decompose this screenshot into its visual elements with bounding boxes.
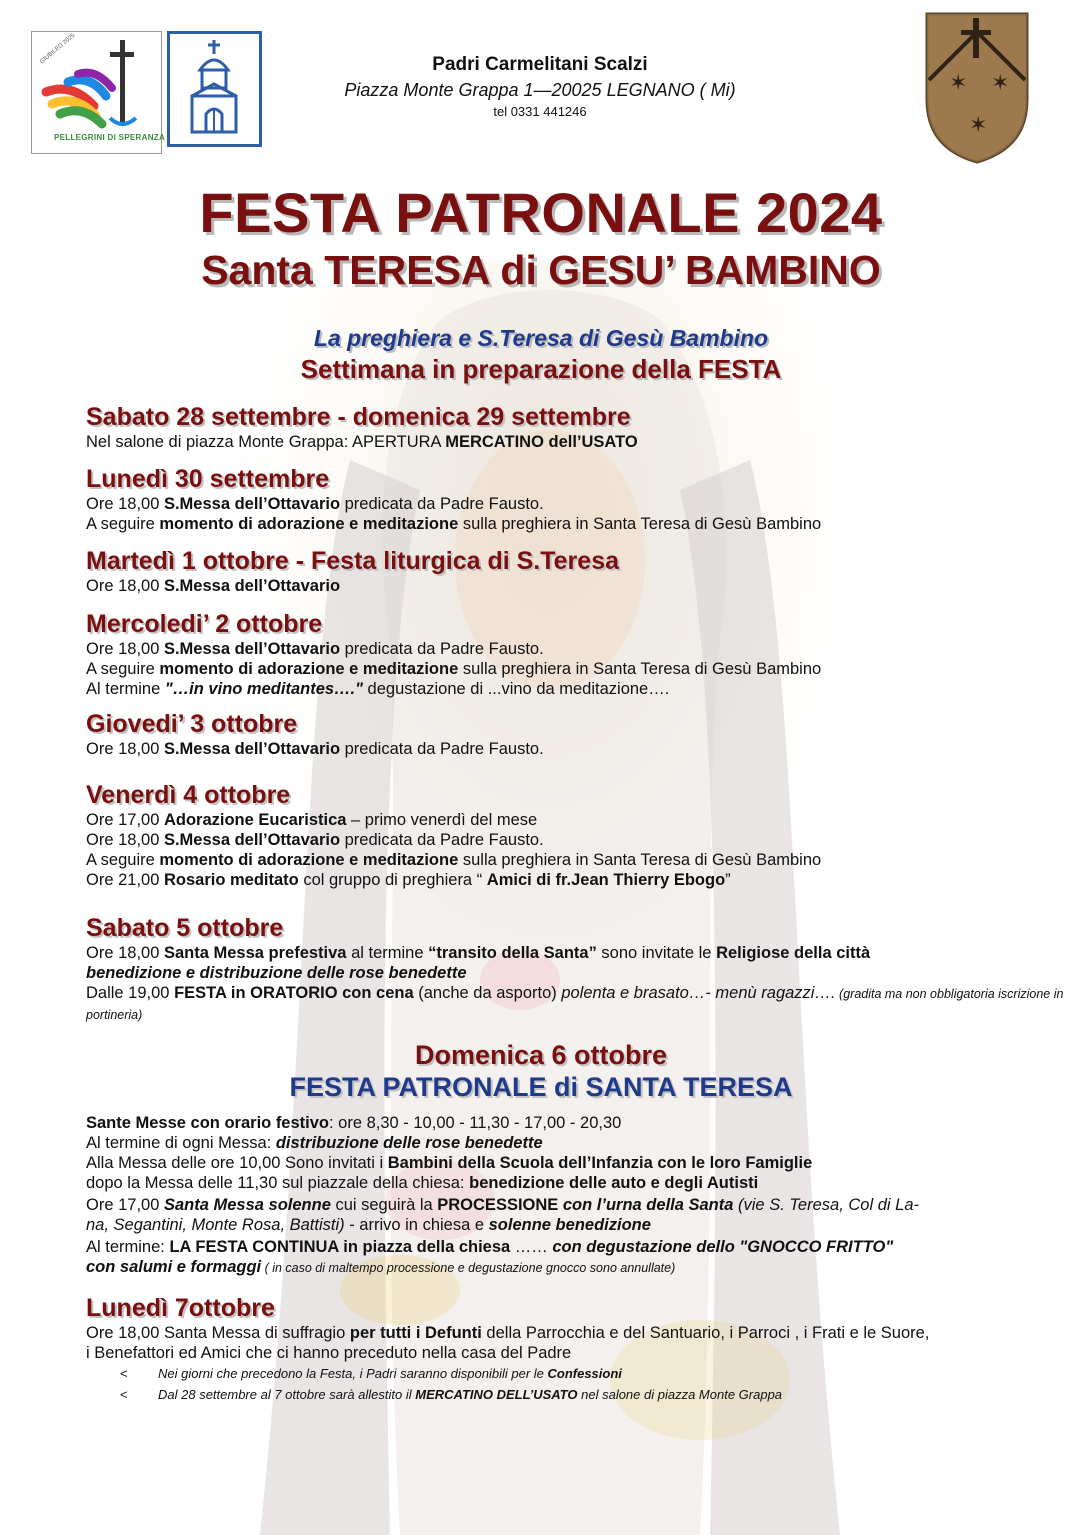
day-block-sat5 bbox=[86, 913, 1066, 1025]
day-block-wed2 bbox=[86, 609, 1066, 699]
event-line: A seguire momento di adorazione e meditazione sulla preghiera in Santa Teresa di Gesù Bambino bbox=[86, 660, 822, 678]
event-line: Al termine "…in vino meditantes…." degustazione di ...vino da meditazione…. bbox=[86, 680, 670, 698]
event-line: Ore 18,00 Santa Messa prefestiva al termine “transito della Santa” sono invitate le Religiose della città bbox=[86, 944, 871, 962]
page-title: FESTA PATRONALE 2024 bbox=[199, 181, 883, 244]
day-block-mon30 bbox=[86, 464, 1066, 534]
event-line: con salumi e formaggi ( in caso di maltempo processione e degustazione gnocco sono annullate) bbox=[86, 1258, 676, 1276]
org-address: Piazza Monte Grappa 1—20025 LEGNANO ( Mi) bbox=[344, 80, 736, 100]
day-block-thu3 bbox=[86, 709, 1066, 759]
day-block-mon7 bbox=[86, 1293, 1066, 1363]
day-title: Martedì 1 ottobre - Festa liturgica di S.Teresa bbox=[86, 547, 619, 575]
sunday-subtitle: FESTA PATRONALE di SANTA TERESA bbox=[289, 1072, 793, 1102]
church-logo bbox=[167, 31, 262, 147]
day-title: Sabato 28 settembre - domenica 29 settembre bbox=[86, 403, 631, 431]
event-line: i Benefattori ed Amici che ci hanno preceduto nella casa del Padre bbox=[86, 1344, 572, 1362]
sunday-title: Domenica 6 ottobre bbox=[414, 1040, 668, 1070]
day-title: Venerdì 4 ottobre bbox=[86, 781, 291, 809]
day-title: Lunedì 7ottobre bbox=[86, 1294, 275, 1322]
event-line: Ore 18,00 S.Messa dell’Ottavario predicata da Padre Fausto. bbox=[86, 640, 544, 658]
notes-list bbox=[120, 1363, 1020, 1405]
event-line: Ore 18,00 S.Messa dell’Ottavario bbox=[86, 577, 341, 595]
event-line: Ore 21,00 Rosario meditato col gruppo di preghiera “ Amici di fr.Jean Thierry Ebogo” bbox=[86, 871, 731, 889]
day-title: Giovedi’ 3 ottobre bbox=[86, 710, 298, 738]
event-line: Ore 18,00 S.Messa dell’Ottavario predicata da Padre Fausto. bbox=[86, 831, 544, 849]
event-line: A seguire momento di adorazione e meditazione sulla preghiera in Santa Teresa di Gesù Bambino bbox=[86, 515, 822, 533]
day-block-sat28 bbox=[86, 402, 1066, 452]
day-title: Lunedì 30 settembre bbox=[86, 465, 330, 493]
note-bullet-icon: < bbox=[120, 1387, 128, 1402]
event-line: Al termine di ogni Messa: distribuzione delle rose benedette bbox=[86, 1134, 543, 1152]
note-item: < Dal 28 settembre al 7 ottobre sarà allestito il MERCATINO DELL’USATO nel salone di piazza Monte Grappa bbox=[120, 1384, 1020, 1405]
event-line: Sante Messe con orario festivo: ore 8,30 - 10,00 - 11,30 - 17,00 - 20,30 bbox=[86, 1114, 622, 1132]
jubilee-bottom-text: PELLEGRINI DI SPERANZA bbox=[54, 133, 166, 142]
prep-week-heading: Settimana in preparazione della FESTA bbox=[300, 354, 782, 384]
event-line: Ore 17,00 Santa Messa solenne cui seguirà la PROCESSIONE con l’urna della Santa (vie S. Teresa, Col di La- bbox=[86, 1196, 919, 1214]
event-line: benedizione e distribuzione delle rose benedette bbox=[86, 964, 467, 982]
event-line: Ore 17,00 Adorazione Eucaristica – primo venerdì del mese bbox=[86, 811, 538, 829]
org-name: Padri Carmelitani Scalzi bbox=[432, 54, 648, 75]
day-title: Mercoledi’ 2 ottobre bbox=[86, 610, 323, 638]
svg-text:✶: ✶ bbox=[969, 113, 988, 138]
event-line: Dalle 19,00 FESTA in ORATORIO con cena (anche da asporto) polenta e brasato…- menù ragazzi…. (gradita ma non obbligatoria iscrizione in portineria) bbox=[86, 984, 1064, 1022]
event-line: Al termine: LA FESTA CONTINUA in piazza della chiesa …… con degustazione dello "GNOCCO FRITTO" bbox=[86, 1238, 894, 1256]
svg-text:✶: ✶ bbox=[991, 71, 1010, 96]
page-subtitle: Santa TERESA di GESU’ BAMBINO bbox=[201, 247, 881, 293]
day-title: Sabato 5 ottobre bbox=[86, 914, 284, 942]
note-bullet-icon: < bbox=[120, 1366, 128, 1381]
svg-text:✶: ✶ bbox=[949, 71, 968, 96]
event-line: Ore 18,00 S.Messa dell’Ottavario predicata da Padre Fausto. bbox=[86, 495, 544, 513]
carmelite-crest-icon bbox=[921, 8, 1033, 166]
theme-heading: La preghiera e S.Teresa di Gesù Bambino bbox=[313, 325, 769, 351]
event-line: na, Segantini, Monte Rosa, Battisti) - arrivo in chiesa e solenne benedizione bbox=[86, 1216, 651, 1234]
jubilee-logo bbox=[31, 31, 166, 154]
sunday-block bbox=[86, 1113, 1061, 1278]
day-block-fri4 bbox=[86, 780, 1066, 890]
event-line: A seguire momento di adorazione e meditazione sulla preghiera in Santa Teresa di Gesù Bambino bbox=[86, 851, 822, 869]
event-line: Ore 18,00 Santa Messa di suffragio per tutti i Defunti della Parrocchia e del Santuario, i Parroci , i Frati e le Suore, bbox=[86, 1324, 930, 1342]
event-line: dopo la Messa delle 11,30 sul piazzale della chiesa: benedizione delle auto e degli Autisti bbox=[86, 1174, 759, 1192]
org-phone: tel 0331 441246 bbox=[493, 104, 587, 119]
event-line: Alla Messa delle ore 10,00 Sono invitati i Bambini della Scuola dell’Infanzia con le loro Famiglie bbox=[86, 1154, 813, 1172]
jubilee-top-text: GIUBILEO 2025 bbox=[39, 32, 77, 66]
event-line: Nel salone di piazza Monte Grappa: APERTURA MERCATINO dell’USATO bbox=[86, 433, 638, 451]
event-line: Ore 18,00 S.Messa dell’Ottavario predicata da Padre Fausto. bbox=[86, 740, 544, 758]
note-item: < Nei giorni che precedono la Festa, i Padri saranno disponibili per le Confessioni bbox=[120, 1363, 1020, 1384]
day-block-tue1 bbox=[86, 546, 1066, 596]
